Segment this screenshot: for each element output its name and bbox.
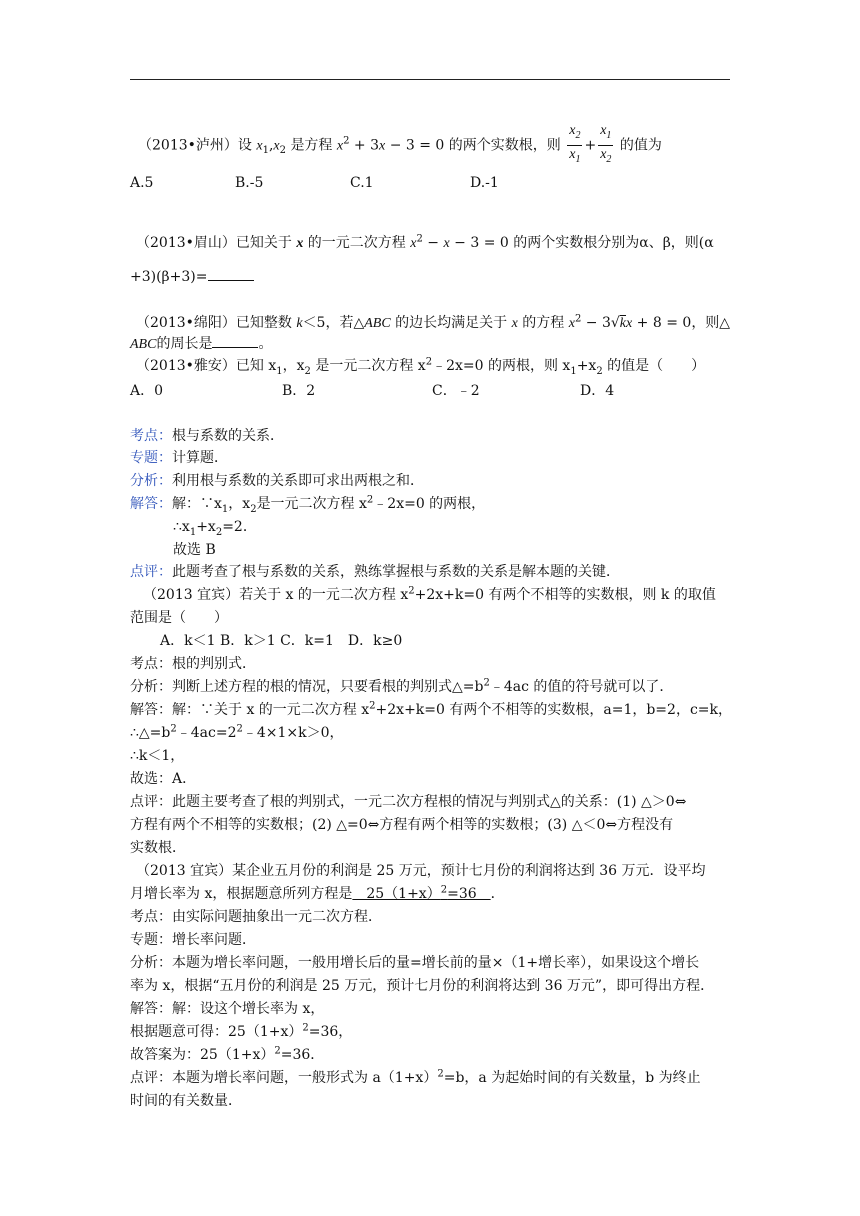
q5-jieda-b: +2x+k=0 有两个不相等的实数根，a=1，b=2，c=k， [375,702,733,718]
q4-stem: （2013•雅安）已知 $x_1$，$x_2$ 是一元二次方程 $x^2﹣2x=0$ 的两根，则 $x_1+x_2$ 的值是（ ） [136,356,706,377]
q6-line2 [130,883,505,903]
q1-option-a: A.5 [130,175,154,191]
q4-dianping [130,561,620,581]
q6-zhuanti: 专题：增长率问题． [130,932,256,948]
q6-jieda3-a: 故答案为：25（1+x） [130,1047,275,1063]
q4-text-e: 的值是（ ） [607,358,706,374]
q6-jieda2-a: 根据题意可得：25（1+x） [130,1024,303,1040]
q4-jieda-step2: $\therefore x_1+x_2=2$． [173,519,257,538]
q2-line2-text: +3)(β+3)= [130,269,208,285]
q4-text-a: ，x [282,358,305,374]
q6-answer-a: 25（1+x） [352,886,441,902]
q4-jieda-label: 解答： [130,496,172,512]
q1-fraction-1: $\frac{x_2}{x_1}$ [569,123,581,165]
q3-stem: （2013•绵阳）已知整数 k＜5，若△ABC 的边长均满足关于 x 的方程 $x^2 - 3√kx + 8 = 0$，则△ [136,313,731,331]
q2-text-a: 的一元二次方程 [307,235,406,251]
q6-fenxi-2: 率为 x，根据“五月份的利润是 25 万元，预计七月份的利润将达到 36 万元”，即可得出方程． [130,978,715,994]
q5-line1-text: （2013 宜宾）若关于 x 的一元二次方程 x [143,587,409,603]
q5-line1b-text: +2x+k=0 有两个不相等的实数根，则 k 的取值 [414,587,716,603]
q6-kaodian: 考点：由实际问题抽象出一元二次方程． [130,909,382,925]
q4-jieda2c: =2． [222,519,257,535]
q3-source: （2013•绵阳）已知整数 [136,315,292,331]
q4-fenxi [130,470,424,490]
q4-jieda: 解答：解：$\because x_1$，$x_2$是一元二次方程 $x^2﹣2x=0$ 的两根， [130,494,486,515]
q4-fenxi-label: 分析： [130,473,172,489]
q5-jieda: 解答：解：∵关于 x 的一元二次方程 $x^2+2x+k=0$ 有两个不相等的实数根，a=1，b=2，c=k， [130,700,733,718]
q4-text-c: ﹣2x=0 的两根，则 x [432,358,571,374]
q4-dianping-label: 点评： [130,564,172,580]
q6-jieda3-b: =36． [280,1047,325,1063]
q3-text-c: 的方程 [522,315,565,331]
q4-jieda1d: ﹣2x=0 的两根， [373,496,486,512]
q3-line2: ABC的周长是 。 [130,336,273,352]
q5-jieda-text: 解答：解：∵关于 x 的一元二次方程 x [130,702,370,718]
header-rule [130,79,730,80]
q3-text-d: ，则△ [691,315,731,331]
q4-kaodian-label: 考点： [130,428,172,444]
q6-dianping1-b: =b，a 为起始时间的有关数量，b 为终止 [443,1070,701,1086]
q6-fenxi-1: 分析：本题为增长率问题，一般用增长后的量=增长前的量×（1+增长率），如果设这个增长 [130,955,700,971]
q1-source: （2013•泸州）设 [138,137,252,154]
q6-line2-text: 月增长率为 x，根据题意所列方程是 [130,886,353,902]
q6-line1: （2013 宜宾）某企业五月份的利润是 25 万元，预计七月份的利润将达到 36 万元．设平均 [136,863,706,879]
q4-fenxi-text: 利用根与系数的关系即可求出两根之和． [172,473,424,489]
q5-step3: 故选：A． [130,771,197,787]
q4-zhuanti [130,447,228,467]
q4-jieda-step3: 故选 B [173,542,216,558]
q1-fraction-2: $\frac{x_1}{x_2}$ [600,123,612,165]
q5-fenxi: 分析：判断上述方程的根的情况，只要看根的判别式$\triangle=b^2﹣4ac$ 的值的符号就可以了． [130,677,674,695]
q6-dianping1-a: 点评：本题为增长率问题，一般形式为 a（1+x） [130,1070,438,1086]
q2-source: （2013•眉山）已知关于 [136,235,292,251]
q1-text-a: 是方程 [290,137,333,154]
q4-option-d: D．4 [580,383,615,399]
q1-option-d: D.-1 [470,175,499,191]
q6-answer: $25(1+x)^2=36$ [352,884,491,902]
q4-kaodian-text: 根与系数的关系． [172,428,284,444]
q1-stem: （2013•泸州）设 $x_1,x_2$ 是方程 $x^2 + 3x - 3 = 0$ 的两个实数根，则 $\frac{x_2}{x_1}$ + $\frac{x_1}{x_2}$ 的值为 [138,122,662,169]
q4-option-b: B．2 [282,383,316,399]
q6-jieda-3: 故答案为：$25(1+x)^2=36$． [130,1045,325,1063]
q4-option-c: C．﹣2 [432,383,480,399]
q1-text-b: 的两个实数根，则 [448,137,561,154]
q4-text-d: +x [576,358,597,374]
q4-jieda1b: ，x [228,496,251,512]
q6-jieda-2: 根据题意可得：$25(1+x)^2=36$， [130,1022,353,1040]
q4-jieda1: 解：∵x [172,496,222,512]
q1-text-c: 的值为 [619,137,662,154]
q6-jieda-1: 解答：解：设这个增长率为 x， [130,1001,325,1017]
q6-jieda2-b: =36， [308,1024,353,1040]
q4-dianping-text: 此题考查了根与系数的关系，熟练掌握根与系数的关系是解本题的关键． [172,564,620,580]
q3-end: 。 [258,336,273,352]
q4-zhuanti-label: 专题： [130,450,172,466]
q1-option-c: C.1 [350,175,374,191]
q4-jieda2: ∴x [173,519,190,535]
q5-options: A．k＜1 B．k＞1 C．k=1 D．k≥0 [160,633,403,649]
q5-line1: （2013 宜宾）若关于 x 的一元二次方程 $x^2+2x+k=0$ 有两个不相等的实数根，则 k 的取值 [143,585,716,603]
q4-jieda2b: +x [196,519,216,535]
q6-answer-b: =36 [447,886,491,902]
q5-step1: $\therefore\triangle=b^2﹣4ac=2^2﹣4\times 1\times k>0$， [130,723,344,741]
q4-source: （2013•雅安）已知 x [136,358,277,374]
q5-dianping-2: 方程有两个不相等的实数根；(2) △=0⇔方程有两个相等的实数根；(3) △＜0⇔方程没有 [130,817,674,833]
q4-kaodian [130,425,284,445]
q1-option-b: B.-5 [235,175,264,191]
q5-fenxi-text: 分析：判断上述方程的根的情况，只要看根的判别式△=b [130,679,484,695]
q2-line2 [130,269,254,285]
q5-fenxi-b: ﹣4ac 的值的符号就可以了． [489,679,674,695]
q5-dianping-3: 实数根． [130,840,186,856]
q5-step1-a: ∴△=b [130,725,171,741]
q5-kaodian: 考点：根的判别式． [130,656,256,672]
q3-text-b: 的边长均满足关于 [395,315,508,331]
q2-text-b: 的两个实数根分别为α、β，则(α [513,235,714,251]
q6-dianping-2: 时间的有关数量． [130,1093,242,1109]
q6-end: ． [490,886,505,902]
q6-dianping-1: 点评：本题为增长率问题，一般形式为 $a(1+x)^2=b$，a 为起始时间的有关数量，b 为终止 [130,1068,701,1086]
q5-line2: 范围是（ ） [130,610,228,626]
q5-step2: ∴k＜1， [130,748,185,764]
q2-stem: （2013•眉山）已知关于 x 的一元二次方程 $x^2 - x - 3 = 0$ 的两个实数根分别为α、β，则(α [136,233,714,251]
q2-answer-blank [208,280,254,281]
q4-jieda1c: 是一元二次方程 x [256,496,367,512]
q4-zhuanti-text: 计算题． [172,450,228,466]
q4-text-b: 是一元二次方程 x [315,358,426,374]
q5-step1-c: ﹣4×1×k＞0， [242,725,344,741]
q3-text-a: ＜5，若△ [302,315,365,331]
q4-option-a: A．0 [130,383,164,399]
q5-dianping-1: 点评：此题主要考查了根的判别式，一元二次方程根的情况与判别式△的关系：(1) △＞0⇔ [130,794,687,810]
q5-step1-b: ﹣4ac=2 [176,725,237,741]
q3-answer-blank [212,347,258,348]
q3-line2-tail: 的周长是 [156,336,213,352]
